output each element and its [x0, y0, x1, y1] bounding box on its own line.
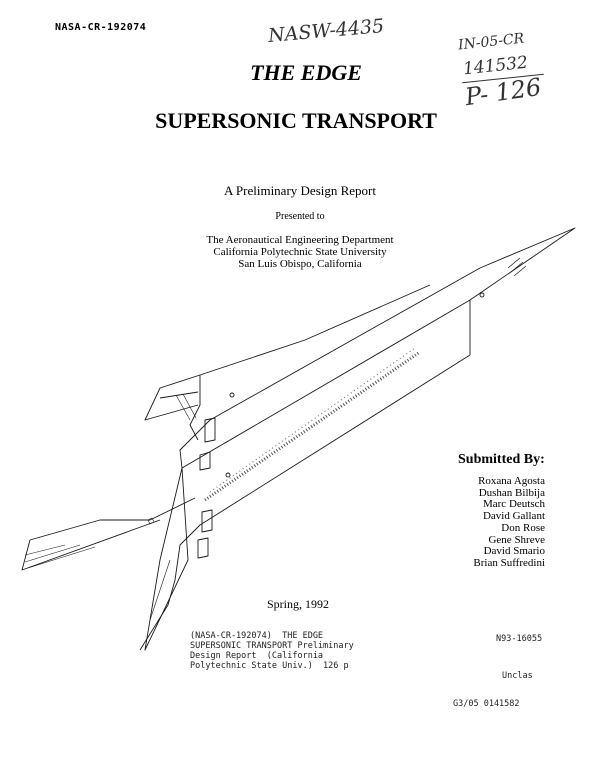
author-name: Roxana Agosta	[478, 475, 545, 487]
lower-winglet	[22, 498, 195, 570]
accession-code: N93-16055	[496, 634, 543, 644]
author-name: Marc Deutsch	[482, 498, 545, 511]
report-number: NASA-CR-192074	[55, 22, 147, 33]
title-line-1: THE EDGE	[250, 60, 362, 85]
title-line-2: SUPERSONIC TRANSPORT	[155, 108, 437, 133]
citation-line: Design Report (California	[190, 651, 324, 661]
fuselage-mark	[480, 293, 484, 297]
author-name: Dushan Bilbija	[478, 486, 545, 499]
category-code: G3/05 0141582	[453, 699, 520, 709]
wing-mark-1	[230, 393, 234, 397]
window-stipple	[205, 352, 420, 500]
university-name: California Polytechnic State University	[213, 246, 387, 258]
handwritten-accession-note: IN-05-CR	[457, 30, 525, 54]
upper-wing	[190, 285, 430, 440]
handwritten-contract-number: NASW-4435	[267, 14, 386, 48]
handwritten-page-count: P- 126	[463, 72, 543, 112]
handwritten-document-number: 141532	[462, 52, 529, 80]
engine-nacelle-1	[205, 418, 215, 442]
author-name: Don Rose	[501, 521, 545, 534]
author-name: David Gallant	[482, 510, 545, 523]
author-name: Brian Suffredini	[473, 556, 545, 569]
citation-line: SUPERSONIC TRANSPORT Preliminary	[190, 641, 354, 651]
cockpit-windows	[508, 258, 526, 276]
fuselage-outline	[180, 228, 575, 468]
author-name: David Smario	[483, 545, 545, 558]
engine-nacelle-4	[198, 538, 208, 558]
submitted-by-heading: Submitted By:	[458, 452, 545, 467]
vertical-tail	[145, 468, 188, 650]
catalog-citation	[190, 631, 354, 671]
department-name: The Aeronautical Engineering Department	[206, 234, 394, 246]
university-location: San Luis Obispo, California	[238, 258, 362, 270]
presented-to-label: Presented to	[275, 211, 325, 222]
classification-label: Unclas	[502, 671, 533, 681]
citation-line: (NASA-CR-192074) THE EDGE	[190, 631, 324, 641]
report-date: Spring, 1992	[266, 597, 329, 611]
citation-line: Polytechnic State Univ.) 126 p	[190, 661, 349, 671]
report-type: A Preliminary Design Report	[223, 183, 376, 198]
author-name: Gene Shreve	[488, 533, 545, 546]
wing-mark-2	[226, 473, 230, 477]
author-list	[440, 476, 545, 570]
upper-winglet	[145, 375, 200, 420]
